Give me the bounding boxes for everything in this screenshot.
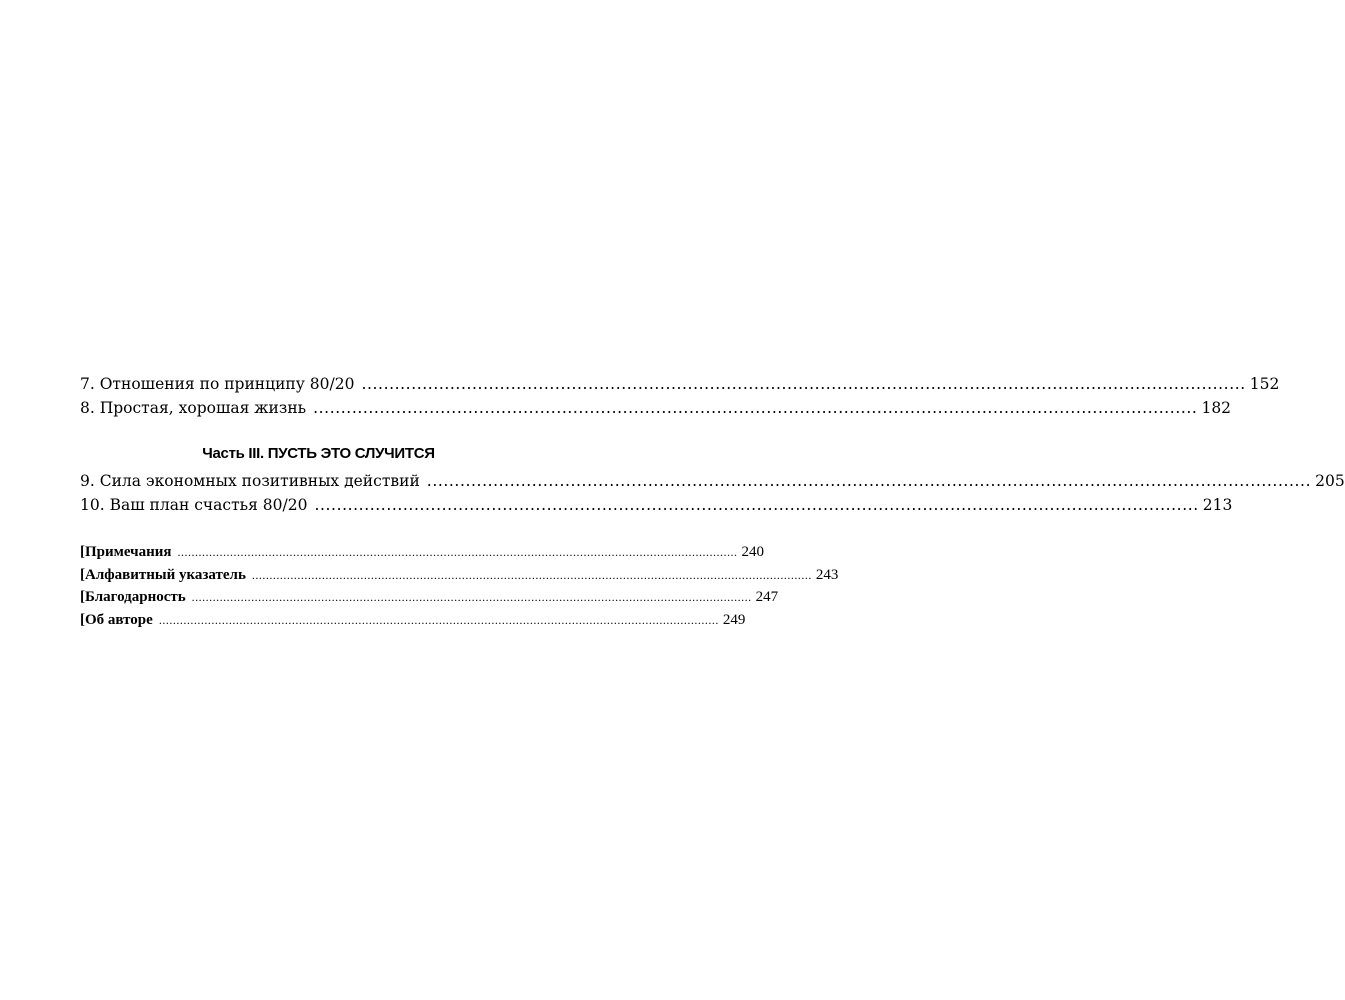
toc-entry-acknowledgements[interactable] xyxy=(80,586,779,609)
toc-entry-chapter-8[interactable] xyxy=(80,396,1232,420)
back-matter-list xyxy=(80,541,839,631)
toc-entry-title: [Примечания xyxy=(80,544,172,560)
toc-entry-page: 182 xyxy=(1201,399,1232,417)
toc-entry-page: 247 xyxy=(755,589,779,605)
toc-entry-title: 9. Сила экономных позитивных действий xyxy=(80,472,420,490)
toc-entry-page: 205 xyxy=(1315,472,1345,490)
toc-entry-title: [Благодарность xyxy=(80,589,186,605)
dot-leader: ................................................................................................................................................................ xyxy=(177,545,738,559)
toc-entry-chapter-7[interactable] xyxy=(80,372,1280,396)
toc-entry-chapter-10[interactable] xyxy=(80,493,1233,517)
dot-leader: ................................................................................................................................................................ xyxy=(158,612,719,627)
toc-entry-notes[interactable] xyxy=(80,541,765,564)
toc-entry-page: 213 xyxy=(1202,496,1233,514)
table-of-contents xyxy=(80,372,1345,631)
toc-entry-title: [Об авторе xyxy=(80,611,153,628)
dot-leader: ................................................................................................................................................................ xyxy=(251,567,812,582)
toc-entry-chapter-9[interactable] xyxy=(80,469,1345,493)
toc-entry-title: 10. Ваш план счастья 80/20 xyxy=(80,496,308,514)
toc-entry-title: [Алфавитный указатель xyxy=(80,566,246,583)
dot-leader: ................................................................................................................................................................ xyxy=(191,590,752,604)
toc-entry-page: 240 xyxy=(741,544,765,560)
part-3-heading: Часть III. ПУСТЬ ЭТО СЛУЧИТСЯ xyxy=(202,445,435,462)
toc-entry-page: 152 xyxy=(1249,375,1280,393)
dot-leader: ................................................................................................................................................................ xyxy=(314,496,1199,514)
toc-entry-title: 7. Отношения по принципу 80/20 xyxy=(80,375,355,393)
toc-entry-title: 8. Простая, хорошая жизнь xyxy=(80,399,307,417)
dot-leader: ................................................................................................................................................................ xyxy=(361,375,1246,393)
dot-leader: ................................................................................................................................................................ xyxy=(313,399,1198,417)
dot-leader: ................................................................................................................................................................ xyxy=(426,472,1312,490)
toc-entry-page: 243 xyxy=(815,566,839,583)
toc-entry-index[interactable] xyxy=(80,564,839,587)
toc-entry-page: 249 xyxy=(722,611,746,628)
toc-entry-about-author[interactable] xyxy=(80,609,746,632)
